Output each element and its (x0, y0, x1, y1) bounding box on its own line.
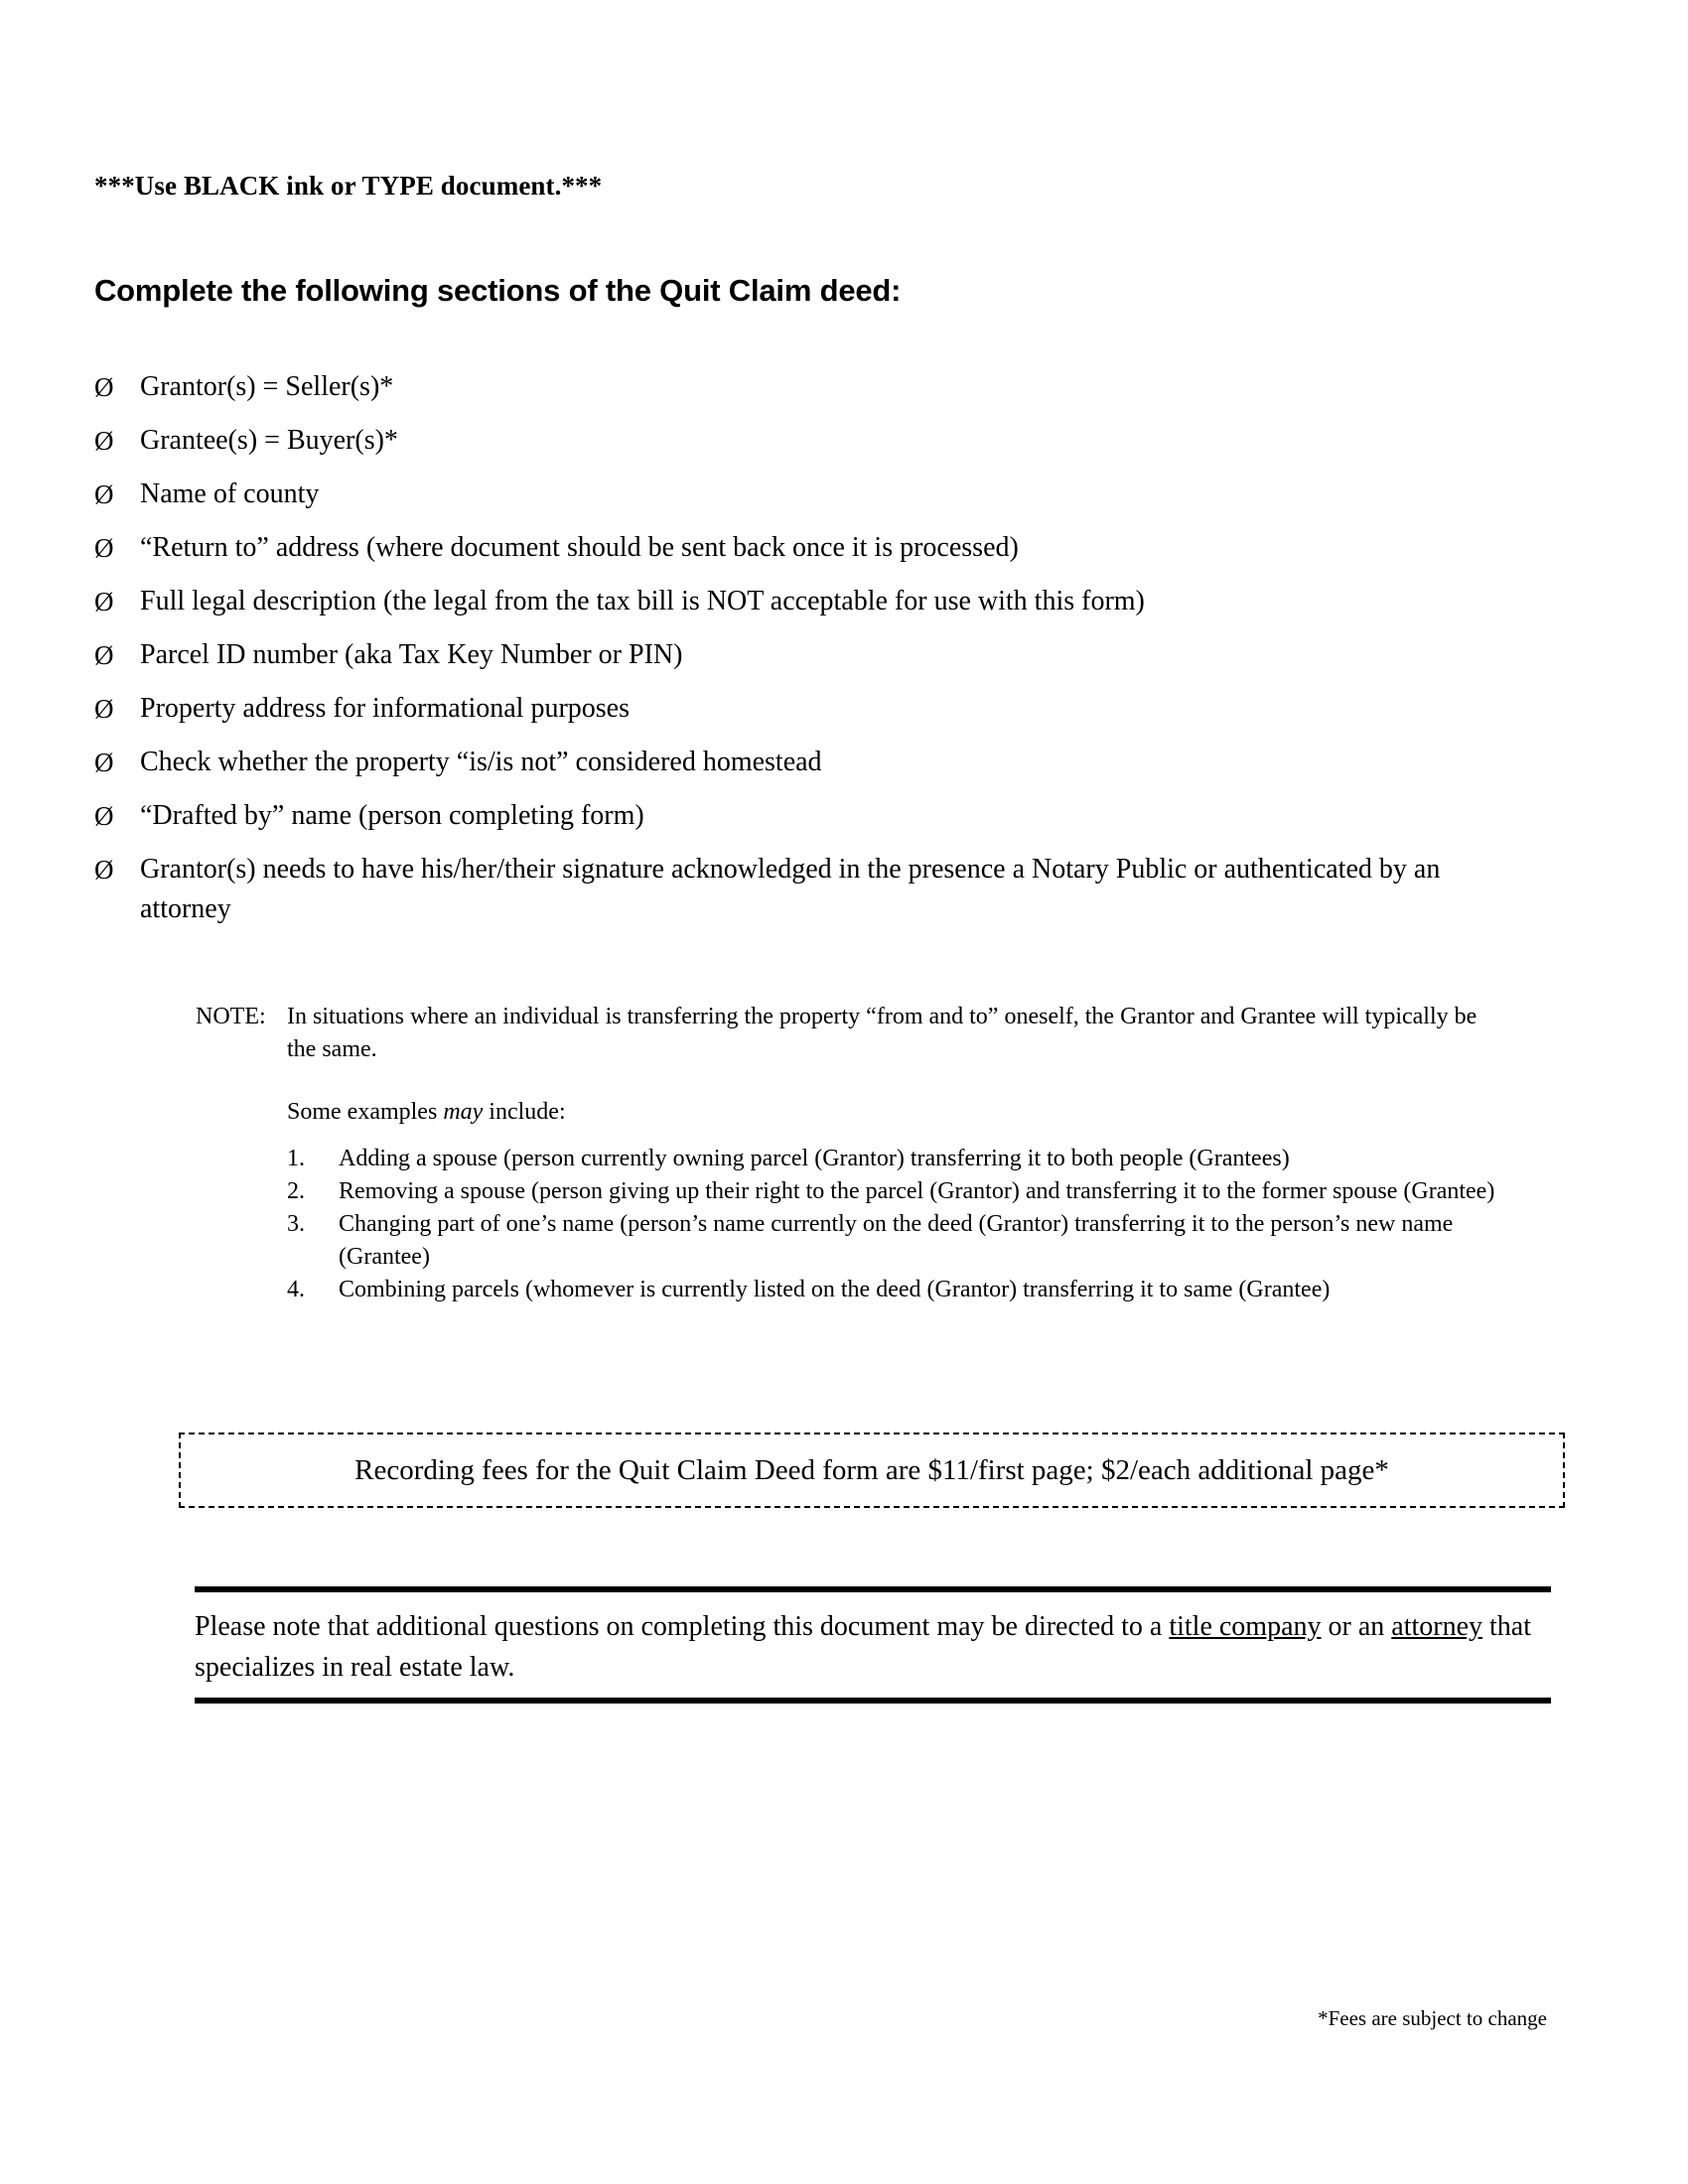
wingding-circle-slash-icon: Ø (94, 533, 114, 563)
recording-fee-callout-box (179, 1433, 1565, 1508)
list-item-label: Full legal description (the legal from the tax bill is NOT acceptable for use with this form) (140, 586, 1145, 616)
list-item-label: Adding a spouse (person currently owning parcel (Grantor) transferring it to both people (Grantees) (339, 1146, 1290, 1171)
ink-warning-line: ***Use BLACK ink or TYPE document.*** (94, 171, 603, 201)
list-item (94, 796, 1504, 836)
wingding-circle-slash-icon: Ø (94, 587, 114, 616)
list-item-label: Parcel ID number (aka Tax Key Number or PIN) (140, 639, 683, 670)
list-item (94, 743, 1504, 782)
list-item-label: Grantor(s) = Seller(s)* (140, 371, 394, 402)
list-item-label: Removing a spouse (person giving up their right to the parcel (Grantor) and transferring it to the former spouse (Grantee) (339, 1178, 1495, 1204)
examples-numbered-list (287, 1143, 1508, 1306)
additional-questions-part3: that specializes in real estate law. (195, 1611, 1532, 1683)
wingding-circle-slash-icon: Ø (94, 479, 114, 509)
required-sections-list (94, 367, 1504, 929)
list-item-label: Grantor(s) needs to have his/her/their signature acknowledged in the presence a Notary Public or authenticated by an attorney (140, 854, 1441, 924)
list-item-label: “Drafted by” name (person completing form) (140, 800, 644, 831)
additional-questions-part2: or an (1321, 1611, 1392, 1642)
fees-disclaimer-footer: *Fees are subject to change (1318, 2006, 1547, 2030)
wingding-circle-slash-icon: Ø (94, 640, 114, 670)
list-item (287, 1274, 1508, 1306)
examples-intro-before: Some examples (287, 1099, 444, 1125)
wingding-circle-slash-icon: Ø (94, 801, 114, 831)
list-item-marker: 3. (287, 1211, 305, 1237)
additional-questions-part1: Please note that additional questions on completing this document may be directed to a (195, 1611, 1170, 1642)
list-item-marker: 2. (287, 1178, 305, 1204)
examples-intro (287, 1096, 1506, 1129)
recording-fee-text: Recording fees for the Quit Claim Deed form are $11/first page; $2/each additional page* (354, 1454, 1389, 1486)
attorney-link[interactable]: attorney (1391, 1611, 1483, 1642)
wingding-circle-slash-icon: Ø (94, 426, 114, 456)
wingding-circle-slash-icon: Ø (94, 372, 114, 402)
list-item-label: “Return to” address (where document should be sent back once it is processed) (140, 532, 1019, 563)
list-item-label: Property address for informational purposes (140, 693, 630, 724)
examples-intro-after: include: (483, 1099, 566, 1125)
note-section (196, 1001, 1506, 1306)
wingding-circle-slash-icon: Ø (94, 694, 114, 724)
list-item (94, 689, 1504, 729)
divider-bottom (195, 1698, 1551, 1704)
list-item-label: Combining parcels (whomever is currently listed on the deed (Grantor) transferring it to same (Grantee) (339, 1277, 1331, 1302)
page-title: Complete the following sections of the Quit Claim deed: (94, 273, 902, 308)
note-label: NOTE: (196, 1004, 266, 1029)
list-item (287, 1208, 1508, 1274)
list-item (287, 1143, 1508, 1175)
list-item (94, 582, 1504, 621)
list-item-marker: 1. (287, 1146, 305, 1171)
list-item-label: Grantee(s) = Buyer(s)* (140, 425, 398, 456)
list-item-label: Check whether the property “is/is not” considered homestead (140, 747, 822, 777)
additional-questions-text (195, 1592, 1551, 1698)
list-item-label: Name of county (140, 478, 320, 509)
list-item (94, 475, 1504, 514)
list-item-marker: 4. (287, 1277, 305, 1302)
note-row (196, 1001, 1506, 1066)
examples-intro-emphasis: may (443, 1099, 484, 1125)
title-company-link[interactable]: title company (1169, 1611, 1322, 1642)
additional-questions-section (195, 1586, 1551, 1704)
note-body-text: In situations where an individual is transferring the property “from and to” oneself, the Grantor and Grantee will typically be the same. (287, 1004, 1477, 1062)
list-item (94, 367, 1504, 407)
wingding-circle-slash-icon: Ø (94, 855, 114, 885)
list-item (94, 635, 1504, 675)
list-item (94, 850, 1504, 929)
list-item (94, 421, 1504, 461)
list-item-label: Changing part of one’s name (person’s name currently on the deed (Grantor) transferring it to the person’s new name (Grantee) (339, 1211, 1454, 1270)
wingding-circle-slash-icon: Ø (94, 748, 114, 777)
list-item (287, 1175, 1508, 1208)
list-item (94, 528, 1504, 568)
